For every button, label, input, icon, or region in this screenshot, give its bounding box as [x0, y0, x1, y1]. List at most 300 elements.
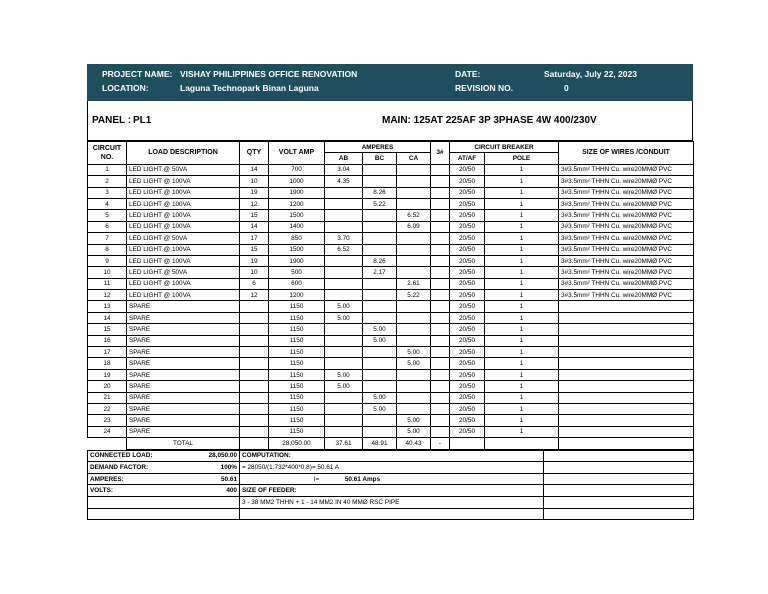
bc-cell — [363, 369, 397, 380]
ca-cell — [397, 324, 431, 335]
volt-amp-cell: 1000 — [269, 176, 325, 187]
bc-cell — [363, 164, 397, 175]
load-description-cell: LED LIGHT @ 50VA — [127, 267, 240, 278]
table-row — [88, 369, 694, 380]
three-phase-cell — [431, 267, 450, 278]
pole-cell: 1 — [485, 358, 559, 369]
pole-cell: 1 — [485, 301, 559, 312]
at-af-cell: 20/50 — [450, 415, 485, 426]
bc-cell — [363, 312, 397, 323]
pole-cell: 1 — [485, 403, 559, 414]
load-description-cell: LED LIGHT @ 100VA — [127, 278, 240, 289]
ab-cell — [325, 358, 363, 369]
at-af-header: AT/AF — [450, 153, 485, 164]
load-description-cell: LED LIGHT @ 100VA — [127, 244, 240, 255]
summary-blank-3 — [544, 473, 694, 485]
ab-cell — [325, 290, 363, 301]
summary-row-4 — [88, 485, 694, 497]
three-phase-cell — [431, 301, 450, 312]
ab-cell — [325, 210, 363, 221]
three-phase-cell — [431, 358, 450, 369]
circuit-no-cell: 3 — [88, 187, 127, 198]
feeder-label: SIZE OF FEEDER: — [240, 485, 544, 497]
qty-cell: 10 — [240, 176, 269, 187]
volts-cell — [88, 485, 240, 497]
qty-cell — [240, 324, 269, 335]
total-wires — [559, 438, 694, 449]
panel-schedule-sheet — [87, 64, 693, 520]
qty-cell — [240, 415, 269, 426]
at-af-cell: 20/50 — [450, 176, 485, 187]
project-name-value: VISHAY PHILIPPINES OFFICE RENOVATION — [180, 69, 358, 79]
volt-amp-cell: 1150 — [269, 392, 325, 403]
ca-cell: 6.09 — [397, 221, 431, 232]
bc-cell: 5.00 — [363, 392, 397, 403]
at-af-cell: 20/50 — [450, 198, 485, 209]
wires-cell: 3#3.5mm² THHN Cu. wire20MMØ PVC — [559, 255, 694, 266]
bc-header: BC — [363, 153, 397, 164]
demand-factor-cell — [88, 462, 240, 474]
ca-cell: 5.00 — [397, 358, 431, 369]
load-description-cell: LED LIGHT @ 50VA — [127, 233, 240, 244]
load-description-cell: LED LIGHT @ 100VA — [127, 210, 240, 221]
table-row — [88, 426, 694, 437]
qty-cell: 19 — [240, 187, 269, 198]
ab-cell: 5.00 — [325, 301, 363, 312]
pole-cell: 1 — [485, 233, 559, 244]
load-description-header: LOAD DESCRIPTION — [127, 142, 240, 165]
wires-cell — [559, 426, 694, 437]
at-af-cell: 20/50 — [450, 358, 485, 369]
load-description-cell: LED LIGHT @ 100VA — [127, 290, 240, 301]
ca-cell: 5.00 — [397, 426, 431, 437]
circuit-no-cell: 4 — [88, 198, 127, 209]
ca-cell — [397, 267, 431, 278]
summary-row-6 — [88, 508, 694, 520]
ca-cell: 6.52 — [397, 210, 431, 221]
pole-cell: 1 — [485, 369, 559, 380]
volt-amp-cell: 500 — [269, 267, 325, 278]
volt-amp-cell: 1400 — [269, 221, 325, 232]
at-af-cell: 20/50 — [450, 403, 485, 414]
bc-cell — [363, 381, 397, 392]
bc-cell — [363, 233, 397, 244]
qty-cell — [240, 347, 269, 358]
summary-blank-2 — [544, 462, 694, 474]
bc-cell: 5.00 — [363, 335, 397, 346]
table-row — [88, 244, 694, 255]
wires-cell: 3#3.5mm² THHN Cu. wire20MMØ PVC — [559, 176, 694, 187]
table-row — [88, 290, 694, 301]
qty-cell — [240, 381, 269, 392]
load-description-cell: LED LIGHT @ 50VA — [127, 164, 240, 175]
load-description-cell: SPARE — [127, 403, 240, 414]
three-phase-cell — [431, 335, 450, 346]
table-row — [88, 301, 694, 312]
volt-amp-cell: 1200 — [269, 290, 325, 301]
qty-cell: 17 — [240, 233, 269, 244]
summary-blank-6 — [544, 496, 694, 508]
volt-amp-cell: 1150 — [269, 301, 325, 312]
volt-amp-cell: 1150 — [269, 312, 325, 323]
bc-cell: 2.17 — [363, 267, 397, 278]
volt-amp-cell: 1150 — [269, 324, 325, 335]
bc-cell: 5.22 — [363, 198, 397, 209]
volts-label: VOLTS: — [90, 487, 113, 495]
at-af-cell: 20/50 — [450, 335, 485, 346]
qty-cell — [240, 403, 269, 414]
pole-cell: 1 — [485, 255, 559, 266]
load-description-cell: SPARE — [127, 392, 240, 403]
date-label: DATE: — [455, 69, 481, 79]
at-af-cell: 20/50 — [450, 392, 485, 403]
volt-amp-cell: 1150 — [269, 415, 325, 426]
three-phase-cell — [431, 312, 450, 323]
computation-result-cell — [240, 473, 544, 485]
load-description-cell: SPARE — [127, 301, 240, 312]
qty-cell: 6 — [240, 278, 269, 289]
three-phase-cell — [431, 392, 450, 403]
table-row — [88, 176, 694, 187]
volt-amp-cell: 1150 — [269, 347, 325, 358]
volts-value: 400 — [226, 487, 237, 495]
qty-cell: 12 — [240, 290, 269, 301]
ca-cell — [397, 403, 431, 414]
at-af-cell: 20/50 — [450, 187, 485, 198]
qty-cell: 19 — [240, 255, 269, 266]
volt-amp-cell: 1150 — [269, 335, 325, 346]
no-header-text: NO. — [100, 153, 114, 161]
three-phase-cell — [431, 403, 450, 414]
ab-cell: 3.70 — [325, 233, 363, 244]
wires-cell: 3#3.5mm² THHN Cu. wire20MMØ PVC — [559, 233, 694, 244]
total-spacer — [88, 438, 127, 449]
circuit-no-cell: 24 — [88, 426, 127, 437]
main-breaker-spec: MAIN: 125AT 225AF 3P 3PHASE 4W 400/230V — [382, 115, 597, 126]
circuit-no-cell: 15 — [88, 324, 127, 335]
ca-cell: 2.61 — [397, 278, 431, 289]
table-row — [88, 233, 694, 244]
circuit-header-text: CIRCUIT — [92, 144, 122, 152]
three-phase-cell — [431, 164, 450, 175]
panel-label: PANEL : — [92, 115, 132, 126]
ca-cell — [397, 164, 431, 175]
qty-cell — [240, 392, 269, 403]
pole-cell: 1 — [485, 198, 559, 209]
three-phase-cell — [431, 369, 450, 380]
ca-cell — [397, 381, 431, 392]
load-description-cell: SPARE — [127, 426, 240, 437]
bc-cell: 5.00 — [363, 324, 397, 335]
ca-cell — [397, 301, 431, 312]
ab-cell — [325, 415, 363, 426]
wires-cell — [559, 403, 694, 414]
load-description-cell: LED LIGHT @ 100VA — [127, 198, 240, 209]
ab-cell — [325, 198, 363, 209]
ab-cell: 6.52 — [325, 244, 363, 255]
circuit-no-cell: 8 — [88, 244, 127, 255]
three-phase-cell — [431, 198, 450, 209]
total-row — [88, 438, 694, 449]
load-description-cell: SPARE — [127, 358, 240, 369]
wires-cell — [559, 415, 694, 426]
wires-cell — [559, 324, 694, 335]
total-ca: 40.43 — [397, 438, 431, 449]
at-af-cell: 20/50 — [450, 255, 485, 266]
circuit-no-cell: 10 — [88, 267, 127, 278]
ca-cell — [397, 244, 431, 255]
three-phase-cell — [431, 347, 450, 358]
wires-cell — [559, 335, 694, 346]
load-description-cell: SPARE — [127, 324, 240, 335]
ca-cell: 5.00 — [397, 415, 431, 426]
load-description-cell: SPARE — [127, 312, 240, 323]
bc-cell — [363, 278, 397, 289]
load-description-cell: SPARE — [127, 347, 240, 358]
volt-amp-cell: 1150 — [269, 381, 325, 392]
circuit-no-cell: 23 — [88, 415, 127, 426]
panel-title-row — [87, 101, 693, 141]
table-row — [88, 403, 694, 414]
wires-cell: 3#3.5mm² THHN Cu. wire20MMØ PVC — [559, 210, 694, 221]
volt-amp-cell: 1150 — [269, 358, 325, 369]
pole-cell: 1 — [485, 381, 559, 392]
load-description-cell: SPARE — [127, 415, 240, 426]
total-qty — [240, 438, 269, 449]
ab-header: AB — [325, 153, 363, 164]
load-description-cell: SPARE — [127, 381, 240, 392]
bc-cell — [363, 244, 397, 255]
ab-cell — [325, 187, 363, 198]
at-af-cell: 20/50 — [450, 221, 485, 232]
wires-cell: 3#3.5mm² THHN Cu. wire20MMØ PVC — [559, 187, 694, 198]
wires-cell — [559, 312, 694, 323]
table-row — [88, 392, 694, 403]
volt-amp-cell: 600 — [269, 278, 325, 289]
wires-cell: 3#3.5mm² THHN Cu. wire20MMØ PVC — [559, 278, 694, 289]
at-af-cell: 20/50 — [450, 381, 485, 392]
bc-cell — [363, 426, 397, 437]
table-row — [88, 221, 694, 232]
amperes-label: AMPERES: — [90, 475, 124, 483]
qty-cell — [240, 369, 269, 380]
wires-cell — [559, 358, 694, 369]
qty-cell: 14 — [240, 164, 269, 175]
pole-cell: 1 — [485, 312, 559, 323]
circuit-breaker-header: CIRCUIT BREAKER — [450, 142, 559, 153]
connected-load-cell — [88, 450, 240, 462]
pole-cell: 1 — [485, 176, 559, 187]
ab-cell — [325, 255, 363, 266]
pole-cell: 1 — [485, 290, 559, 301]
load-description-cell: LED LIGHT @ 100VA — [127, 255, 240, 266]
three-phase-cell — [431, 415, 450, 426]
total-at-af — [450, 438, 485, 449]
demand-factor-value: 100% — [220, 463, 237, 471]
ca-cell — [397, 176, 431, 187]
bc-cell — [363, 301, 397, 312]
ab-cell: 5.00 — [325, 312, 363, 323]
total-bc: 48.91 — [363, 438, 397, 449]
bc-cell — [363, 415, 397, 426]
ab-cell — [325, 426, 363, 437]
load-description-cell: LED LIGHT @ 100VA — [127, 176, 240, 187]
amperes-value: 50.61 — [221, 475, 237, 483]
volt-amp-cell: 1500 — [269, 244, 325, 255]
project-name-label: PROJECT NAME: — [102, 69, 173, 79]
summary-row-3 — [88, 473, 694, 485]
ca-cell — [397, 335, 431, 346]
ca-cell: 5.22 — [397, 290, 431, 301]
total-ab: 37.61 — [325, 438, 363, 449]
circuit-no-cell: 20 — [88, 381, 127, 392]
load-description-cell: LED LIGHT @ 100VA — [127, 221, 240, 232]
at-af-cell: 20/50 — [450, 347, 485, 358]
pole-header: POLE — [485, 153, 559, 164]
wires-cell — [559, 347, 694, 358]
at-af-cell: 20/50 — [450, 233, 485, 244]
computation-result: 50.61 Amps — [344, 475, 381, 483]
three-phase-cell — [431, 255, 450, 266]
pole-cell: 1 — [485, 187, 559, 198]
wires-cell: 3#3.5mm² THHN Cu. wire20MMØ PVC — [559, 267, 694, 278]
volt-amp-cell: 1500 — [269, 210, 325, 221]
connected-load-value: 28,050.00 — [208, 452, 237, 460]
circuit-no-cell: 17 — [88, 347, 127, 358]
three-phase-cell — [431, 210, 450, 221]
circuit-no-cell: 1 — [88, 164, 127, 175]
volt-amp-cell: 1900 — [269, 187, 325, 198]
summary-row-2 — [88, 462, 694, 474]
qty-cell — [240, 335, 269, 346]
pole-cell: 1 — [485, 210, 559, 221]
summary-blank-7 — [88, 508, 240, 520]
table-row — [88, 164, 694, 175]
amperes-header: AMPERES — [325, 142, 431, 153]
table-row — [88, 381, 694, 392]
three-phase-cell — [431, 176, 450, 187]
circuit-no-cell: 13 — [88, 301, 127, 312]
wires-cell: 3#3.5mm² THHN Cu. wire20MMØ PVC — [559, 244, 694, 255]
circuit-no-cell: 19 — [88, 369, 127, 380]
volt-amp-header: VOLT AMP — [269, 142, 325, 165]
amperes-cell — [88, 473, 240, 485]
qty-cell: 15 — [240, 210, 269, 221]
computation-eq: I= — [313, 475, 320, 483]
qty-cell: 15 — [240, 244, 269, 255]
pole-cell: 1 — [485, 278, 559, 289]
summary-blank-4 — [544, 485, 694, 497]
circuit-no-cell: 22 — [88, 403, 127, 414]
pole-cell: 1 — [485, 392, 559, 403]
wires-cell: 3#3.5mm² THHN Cu. wire20MMØ PVC — [559, 198, 694, 209]
load-description-cell: LED LIGHT @ 100VA — [127, 187, 240, 198]
demand-factor-label: DEMAND FACTOR: — [90, 463, 149, 471]
ab-cell — [325, 267, 363, 278]
pole-cell: 1 — [485, 426, 559, 437]
bc-cell — [363, 347, 397, 358]
ab-cell — [325, 324, 363, 335]
ab-cell — [325, 347, 363, 358]
qty-cell — [240, 358, 269, 369]
wires-cell — [559, 369, 694, 380]
panel-name: PL1 — [133, 115, 152, 126]
table-row — [88, 347, 694, 358]
at-af-cell: 20/50 — [450, 290, 485, 301]
volt-amp-cell: 1150 — [269, 369, 325, 380]
volt-amp-cell: 1150 — [269, 426, 325, 437]
circuit-no-cell: 12 — [88, 290, 127, 301]
summary-blank-8 — [240, 508, 544, 520]
qty-cell: 14 — [240, 221, 269, 232]
revision-label: REVISION NO. — [455, 83, 514, 93]
three-phase-cell — [431, 187, 450, 198]
qty-header: QTY — [240, 142, 269, 165]
circuit-no-cell: 5 — [88, 210, 127, 221]
pole-cell: 1 — [485, 324, 559, 335]
ab-cell: 5.00 — [325, 369, 363, 380]
ca-cell — [397, 198, 431, 209]
table-row — [88, 255, 694, 266]
circuit-no-cell: 9 — [88, 255, 127, 266]
table-row — [88, 198, 694, 209]
circuit-no-cell: 21 — [88, 392, 127, 403]
summary-blank-5 — [88, 496, 240, 508]
wires-cell — [559, 301, 694, 312]
connected-load-label: CONNECTED LOAD: — [90, 452, 153, 460]
pole-cell: 1 — [485, 335, 559, 346]
at-af-cell: 20/50 — [450, 210, 485, 221]
table-row — [88, 324, 694, 335]
bc-cell — [363, 221, 397, 232]
at-af-cell: 20/50 — [450, 278, 485, 289]
schedule-rows — [88, 164, 694, 437]
ab-cell — [325, 392, 363, 403]
ab-cell: 4.35 — [325, 176, 363, 187]
summary-row-1 — [88, 450, 694, 462]
ab-cell — [325, 278, 363, 289]
ca-cell: 5.00 — [397, 347, 431, 358]
volt-amp-cell: 850 — [269, 233, 325, 244]
revision-value: 0 — [564, 83, 569, 93]
ab-cell — [325, 335, 363, 346]
three-phase-cell — [431, 290, 450, 301]
at-af-cell: 20/50 — [450, 244, 485, 255]
date-value: Saturday, July 22, 2023 — [544, 69, 637, 79]
table-row — [88, 358, 694, 369]
at-af-cell: 20/50 — [450, 369, 485, 380]
circuit-no-cell: 6 — [88, 221, 127, 232]
ca-cell — [397, 233, 431, 244]
ca-cell — [397, 187, 431, 198]
circuit-no-cell: 16 — [88, 335, 127, 346]
ca-cell — [397, 312, 431, 323]
bc-cell — [363, 210, 397, 221]
qty-cell — [240, 426, 269, 437]
load-description-cell: SPARE — [127, 335, 240, 346]
volt-amp-cell: 1900 — [269, 255, 325, 266]
total-volt-amp: 28,050.00 — [269, 438, 325, 449]
ca-cell — [397, 369, 431, 380]
wires-cell: 3#3.5mm² THHN Cu. wire20MMØ PVC — [559, 221, 694, 232]
circuit-no-cell: 11 — [88, 278, 127, 289]
pole-cell: 1 — [485, 415, 559, 426]
bc-cell — [363, 176, 397, 187]
at-af-cell: 20/50 — [450, 324, 485, 335]
summary-table — [87, 450, 694, 521]
at-af-cell: 20/50 — [450, 164, 485, 175]
location-value: Laguna Technopark Binan Laguna — [180, 83, 319, 93]
